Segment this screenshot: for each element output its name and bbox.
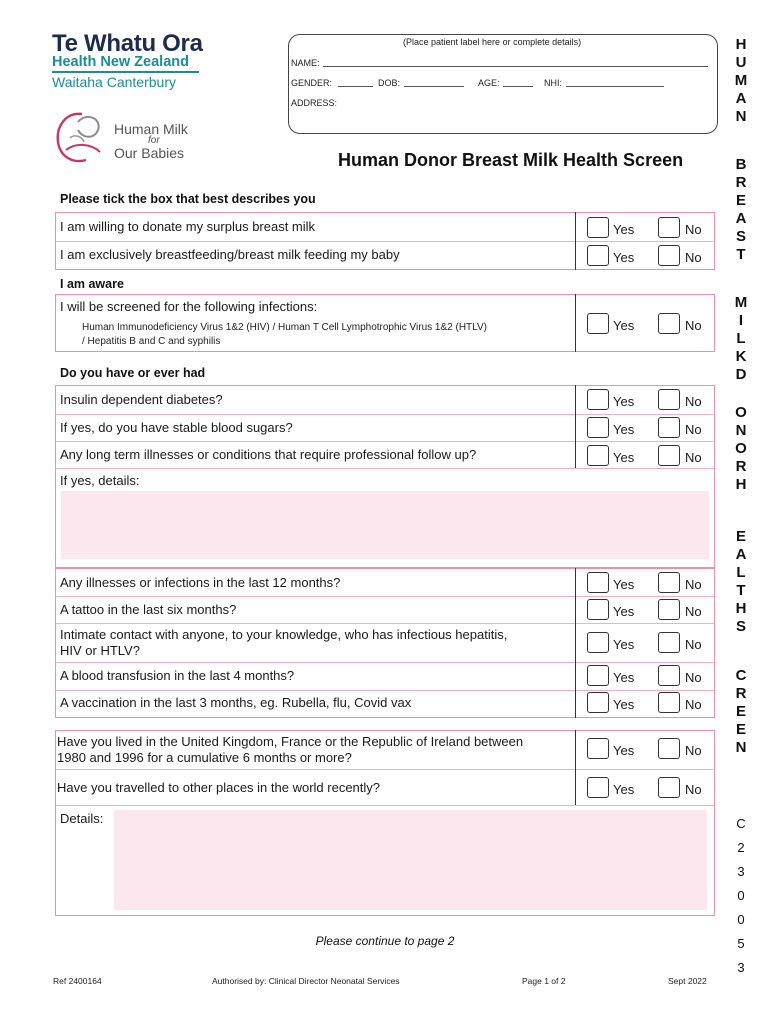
footer-ref: Ref 2400164 [53, 976, 102, 986]
side-letter: L [736, 564, 746, 581]
question-exclusively-breastfeeding: I am exclusively breastfeeding/breast milk feeding my baby [60, 247, 400, 262]
yes-label: Yes [613, 250, 635, 265]
no-checkbox[interactable] [658, 245, 680, 266]
no-label: No [685, 394, 702, 409]
no-label: No [685, 670, 702, 685]
yes-checkbox[interactable] [587, 599, 609, 620]
side-letter: H [735, 476, 747, 493]
section3-heading: Do you have or ever had [60, 366, 206, 380]
row-divider [56, 468, 714, 469]
side-code-char: 2 [737, 840, 745, 855]
row-divider [56, 662, 714, 663]
org-logo-title: Te Whatu Ora [52, 30, 203, 57]
yes-checkbox[interactable] [587, 572, 609, 593]
no-label: No [685, 743, 702, 758]
side-letter: A [735, 210, 747, 227]
side-letter: H [735, 36, 747, 53]
side-code-char: 0 [737, 888, 745, 903]
no-checkbox[interactable] [658, 632, 680, 653]
question-intimate-contact-line2: HIV or HTLV? [60, 643, 140, 658]
no-label: No [685, 577, 702, 592]
side-letter: E [735, 528, 746, 545]
human-milk-logo-icon [52, 108, 108, 168]
program-logo-line2: for [148, 135, 160, 146]
no-checkbox[interactable] [658, 417, 680, 438]
row-divider [56, 690, 714, 691]
side-letter: E [735, 703, 746, 720]
side-letter: N [735, 739, 747, 756]
section2-heading: I am aware [60, 277, 124, 291]
yes-label: Yes [613, 604, 635, 619]
yes-checkbox[interactable] [587, 417, 609, 438]
age-label: AGE: [478, 78, 500, 88]
yes-checkbox[interactable] [587, 245, 609, 266]
yes-label: Yes [613, 422, 635, 437]
no-checkbox[interactable] [658, 692, 680, 713]
yes-checkbox[interactable] [587, 445, 609, 466]
program-logo-line3: Our Babies [114, 145, 185, 161]
side-letter: M [734, 294, 748, 311]
side-letter: R [735, 685, 747, 702]
side-letter: S [735, 228, 746, 245]
side-letter: K [735, 348, 747, 365]
row-divider [56, 414, 714, 415]
side-code-char: 3 [737, 864, 745, 879]
side-letter: I [738, 312, 744, 329]
no-label: No [685, 318, 702, 333]
yes-label: Yes [613, 670, 635, 685]
nhi-line[interactable] [566, 86, 664, 87]
yes-checkbox[interactable] [587, 389, 609, 410]
question-willing-donate: I am willing to donate my surplus breast milk [60, 219, 316, 234]
address-label: ADDRESS: [291, 98, 338, 108]
illness-details-label: If yes, details: [60, 473, 140, 488]
no-label: No [685, 422, 702, 437]
question-long-term-illness: Any long term illnesses or conditions that require professional follow up? [60, 447, 477, 462]
yes-checkbox[interactable] [587, 632, 609, 653]
side-letter: L [736, 330, 746, 347]
footer-page: Page 1 of 2 [522, 976, 566, 986]
no-label: No [685, 450, 702, 465]
side-letter: R [735, 174, 747, 191]
row-divider [56, 805, 714, 806]
no-checkbox[interactable] [658, 572, 680, 593]
question-blood-transfusion: A blood transfusion in the last 4 months? [60, 668, 295, 683]
no-checkbox[interactable] [658, 389, 680, 410]
side-letter: O [735, 440, 747, 457]
yes-label: Yes [613, 743, 635, 758]
yes-checkbox[interactable] [587, 313, 609, 334]
question-lived-uk-line2: 1980 and 1996 for a cumulative 6 months or more? [57, 750, 352, 765]
no-checkbox[interactable] [658, 665, 680, 686]
org-logo-region: Waitaha Canterbury [52, 74, 176, 90]
illness-details-field[interactable] [61, 491, 709, 559]
yes-label: Yes [613, 450, 635, 465]
column-divider [575, 568, 576, 718]
nhi-label: NHI: [544, 78, 562, 88]
yes-label: Yes [613, 637, 635, 652]
name-line[interactable] [323, 66, 708, 67]
logo-underline [52, 71, 199, 73]
side-letter: U [735, 54, 747, 71]
question-intimate-contact: Intimate contact with anyone, to your knowledge, who has infectious hepatitis, [60, 627, 508, 642]
age-line[interactable] [503, 86, 533, 87]
row-divider [56, 441, 714, 442]
no-checkbox[interactable] [658, 445, 680, 466]
yes-checkbox[interactable] [587, 692, 609, 713]
continue-note: Please continue to page 2 [315, 934, 455, 948]
travel-details-field[interactable] [114, 810, 707, 910]
question-illness-12-months: Any illnesses or infections in the last 12 months? [60, 575, 341, 590]
question-travelled: Have you travelled to other places in the world recently? [57, 780, 381, 795]
travel-details-label: Details: [60, 811, 104, 826]
yes-label: Yes [613, 394, 635, 409]
yes-label: Yes [613, 222, 635, 237]
org-logo-subtitle: Health New Zealand [52, 54, 189, 70]
side-letter: O [735, 404, 747, 421]
no-label: No [685, 604, 702, 619]
no-label: No [685, 637, 702, 652]
side-letter: N [735, 422, 747, 439]
side-letter: A [735, 546, 747, 563]
question-screened-infections: I will be screened for the following infections: [60, 299, 318, 314]
column-divider [575, 730, 576, 805]
no-checkbox[interactable] [658, 217, 680, 238]
yes-checkbox[interactable] [587, 738, 609, 759]
yes-label: Yes [613, 697, 635, 712]
infections-list-line1: Human Immunodeficiency Virus 1&2 (HIV) / Human T Cell Lymphotrophic Virus 1&2 (HTLV) [82, 322, 487, 333]
yes-checkbox[interactable] [587, 217, 609, 238]
dob-label: DOB: [378, 78, 401, 88]
column-divider [575, 385, 576, 468]
footer-authorised: Authorised by: Clinical Director Neonatal Services [212, 976, 400, 986]
side-letter: C [735, 667, 747, 684]
side-letter: T [736, 246, 746, 263]
column-divider [575, 212, 576, 270]
side-letter: H [735, 600, 747, 617]
side-code-char: 0 [737, 912, 745, 927]
no-label: No [685, 222, 702, 237]
side-letter: D [735, 366, 747, 383]
yes-label: Yes [613, 782, 635, 797]
question-vaccination: A vaccination in the last 3 months, eg. Rubella, flu, Covid vax [60, 695, 412, 710]
no-checkbox[interactable] [658, 313, 680, 334]
row-divider [56, 241, 714, 242]
yes-label: Yes [613, 318, 635, 333]
section1-heading: Please tick the box that best describes you [60, 192, 316, 206]
no-label: No [685, 697, 702, 712]
no-label: No [685, 782, 702, 797]
dob-line[interactable] [404, 86, 464, 87]
no-label: No [685, 250, 702, 265]
yes-checkbox[interactable] [587, 665, 609, 686]
program-logo-line1: Human Milk [114, 121, 188, 137]
question-tattoo: A tattoo in the last six months? [60, 602, 237, 617]
footer-date: Sept 2022 [668, 976, 707, 986]
no-checkbox[interactable] [658, 777, 680, 798]
side-letter: E [735, 721, 746, 738]
name-label: NAME: [291, 58, 320, 68]
question-lived-uk-line1: Have you lived in the United Kingdom, France or the Republic of Ireland between [57, 734, 524, 749]
side-letter: S [735, 618, 746, 635]
side-letter: E [735, 192, 746, 209]
yes-checkbox[interactable] [587, 777, 609, 798]
side-letter: N [735, 108, 747, 125]
side-code-char: C [736, 816, 746, 831]
side-letter: M [734, 72, 748, 89]
side-code-char: 5 [737, 936, 745, 951]
row-divider [56, 769, 714, 770]
gender-label: GENDER: [291, 78, 333, 88]
row-divider [56, 596, 714, 597]
side-letter: T [736, 582, 746, 599]
question-insulin-diabetes: Insulin dependent diabetes? [60, 392, 223, 407]
gender-line[interactable] [338, 86, 373, 87]
page-title: Human Donor Breast Milk Health Screen [338, 150, 684, 170]
yes-label: Yes [613, 577, 635, 592]
question-stable-blood-sugars: If yes, do you have stable blood sugars? [60, 420, 293, 435]
patient-label-note: (Place patient label here or complete details) [403, 37, 582, 47]
no-checkbox[interactable] [658, 599, 680, 620]
column-divider [575, 294, 576, 352]
patient-label-box[interactable] [288, 34, 718, 134]
no-checkbox[interactable] [658, 738, 680, 759]
infections-list-line2: / Hepatitis B and C and syphilis [82, 336, 221, 347]
side-letter: A [735, 90, 747, 107]
side-letter: B [735, 156, 747, 173]
side-code-char: 3 [737, 960, 745, 975]
row-divider [56, 623, 714, 624]
side-letter: R [735, 458, 747, 475]
